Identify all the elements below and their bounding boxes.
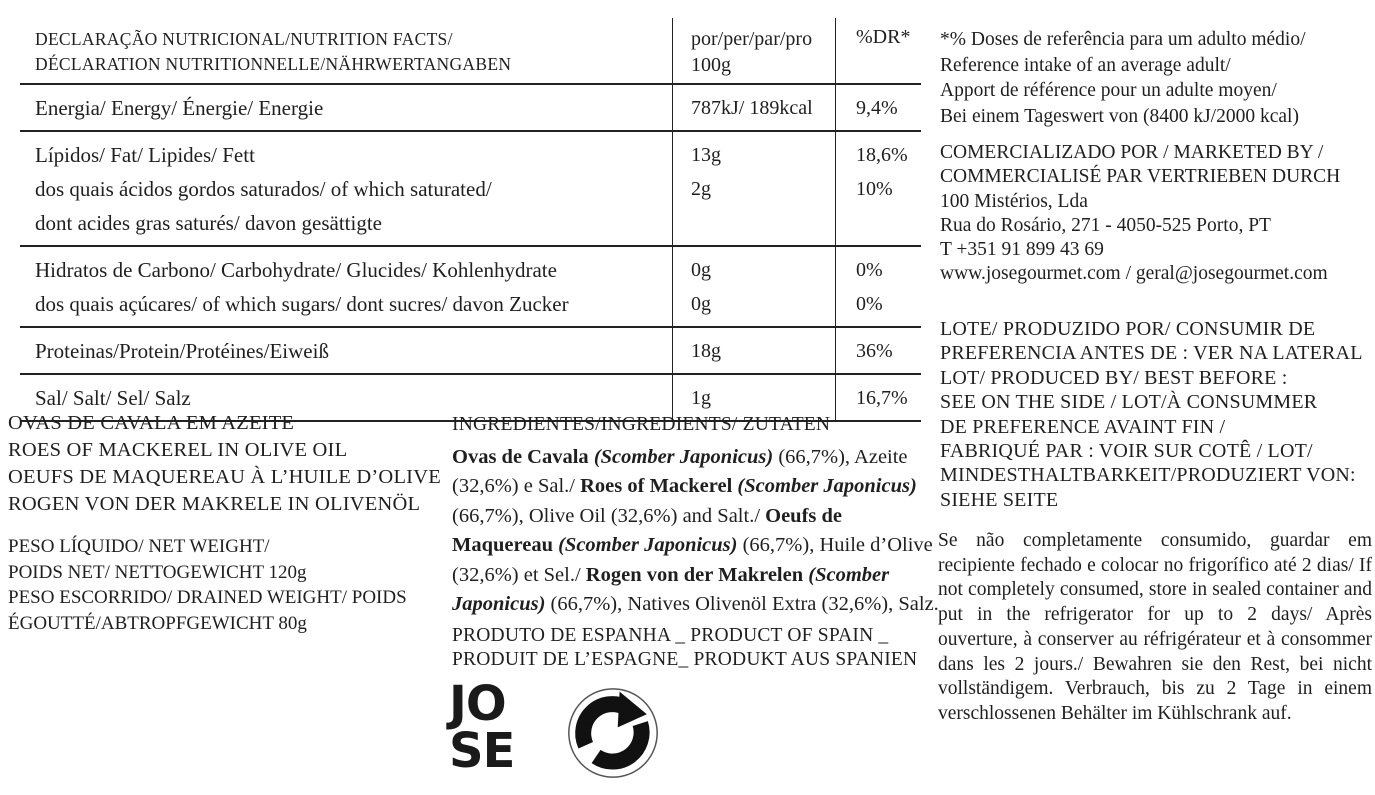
- text-line: 36%: [856, 340, 893, 362]
- text-line: SIEHE SEITE: [940, 488, 1059, 511]
- brand-logo-line-2: SE: [449, 722, 515, 779]
- text-line: 787kJ/ 189kcal: [691, 97, 813, 119]
- text-line: 13g: [691, 144, 721, 166]
- row-dr-fat: [835, 132, 921, 245]
- table-row-fat: [20, 132, 921, 247]
- text-line: POIDS NET/ NETTOGEWICHT 120g: [8, 561, 307, 583]
- text-line: dont acides gras saturés/ davon gesättigte: [35, 211, 382, 235]
- text-line: dos quais açúcares/ of which sugars/ dont sucres/ davon Zucker: [35, 292, 569, 316]
- text-line: 9,4%: [856, 97, 898, 119]
- country-of-origin: [452, 624, 917, 672]
- text-line: 18,6%: [856, 144, 908, 166]
- nutrition-table-title: [20, 18, 672, 83]
- text-line: 16,7%: [856, 387, 908, 409]
- ingredient-segment: (Scomber Japonicus): [452, 563, 890, 616]
- text-line: 1g: [691, 387, 711, 409]
- row-value-energy: [672, 85, 835, 130]
- text-line: 0g: [691, 259, 711, 281]
- text-line: PRODUIT DE L’ESPAGNE_ PRODUKT AUS SPANIEN: [452, 649, 918, 670]
- ingredient-segment: Roes of Mackerel: [580, 475, 738, 498]
- text-line: 10%: [856, 178, 893, 200]
- row-value-protein: [672, 328, 835, 373]
- row-dr-protein: [835, 328, 921, 373]
- text-line: 0g: [691, 293, 711, 315]
- ingredients-heading: INGREDIENTES/INGREDIENTS/ ZUTATEN: [452, 414, 831, 435]
- text-line: 0%: [856, 293, 883, 315]
- text-line: DECLARAÇÃO NUTRICIONAL/NUTRITION FACTS/: [35, 29, 453, 49]
- row-value-carbohydrate: [672, 247, 835, 326]
- product-name-multilingual: [8, 410, 441, 518]
- text-line: COMMERCIALISÉ PAR VERTRIEBEN DURCH: [940, 166, 1341, 188]
- text-line: SEE ON THE SIDE / LOT/À CONSUMMER: [940, 391, 1318, 414]
- text-line: COMERCIALIZADO POR / MARKETED BY /: [940, 142, 1324, 163]
- text-line: Proteinas/Protein/Protéines/Eiweiß: [35, 339, 329, 363]
- net-drained-weight-block: [8, 534, 407, 636]
- ingredient-segment: (Scomber Japonicus): [558, 534, 738, 557]
- text-line: PESO ESCORRIDO/ DRAINED WEIGHT/ POIDS: [8, 587, 407, 608]
- marketer-address-block: [940, 141, 1340, 287]
- table-row-carbohydrate: [20, 247, 921, 328]
- text-line: MINDESTHALTBARKEIT/PRODUZIERT VON:: [940, 464, 1356, 487]
- per-100g-column-header: [672, 18, 835, 83]
- reference-intake-note: [940, 27, 1305, 129]
- text-line: Sal/ Salt/ Sel/ Salz: [35, 386, 191, 410]
- text-line: Lípidos/ Fat/ Lipides/ Fett: [35, 143, 255, 167]
- text-line: ROGEN VON DER MAKRELE IN OLIVENÖL: [8, 493, 421, 515]
- text-line: Reference intake of an average adult/: [940, 54, 1231, 76]
- text-line: LOTE/ PRODUZIDO POR/ CONSUMIR DE: [940, 318, 1316, 340]
- brand-logo-line-1: JO: [449, 676, 506, 732]
- text-line: OVAS DE CAVALA EM AZEITE: [8, 412, 295, 434]
- text-line: ROES OF MACKEREL IN OLIVE OIL: [8, 439, 348, 461]
- ingredient-segment: (Scomber Japonicus): [593, 446, 774, 468]
- ingredient-segment: (Scomber Japonicus): [737, 475, 917, 498]
- ingredient-segment: (66,7%), Olive Oil (32,6%) and Salt./: [452, 504, 766, 527]
- storage-instructions: Se não completamente consumido, guardar em recipiente fechado e colocar no frigorífico até 2 dias/ If not completely consumed, store in sealed container and put in the refrigerator for up to 2 days/ Après ouverture, à conserver au réfrigérateur et à consommer dans les 2 jours./ Bewahren sie den Rest, bei nicht vollständigem. Verbrauch, bis zu 2 Tage in einem verschlossenen Behälter im Kühlschrank auf.: [938, 530, 1372, 724]
- jose-brand-logo: [449, 676, 515, 779]
- text-line: PRODUTO DE ESPANHA _ PRODUCT OF SPAIN _: [452, 625, 889, 646]
- text-line: PESO LÍQUIDO/ NET WEIGHT/: [8, 536, 270, 557]
- text-line: Bei einem Tageswert von (8400 kJ/2000 kcal): [940, 105, 1299, 127]
- table-row-protein: [20, 328, 921, 375]
- text-line: 100g: [691, 54, 731, 76]
- text-line: 100 Mistérios, Lda: [940, 190, 1088, 212]
- text-line: 18g: [691, 340, 721, 362]
- row-value-fat: [672, 132, 835, 245]
- row-dr-energy: [835, 85, 921, 130]
- row-label-fat: [20, 132, 672, 245]
- ingredient-segment: (66,7%), Azeite (32,6%) e Sal./: [452, 446, 908, 498]
- ingredients-text: [452, 443, 942, 619]
- text-line: OEUFS DE MAQUEREAU À L’HUILE D’OLIVE: [8, 466, 441, 488]
- text-line: por/per/par/pro: [691, 28, 813, 50]
- text-line: T +351 91 899 43 69: [940, 239, 1104, 261]
- text-line: DE PREFERENCE AVAINT FIN /: [940, 415, 1226, 438]
- green-dot-recycling-icon: [562, 686, 664, 780]
- text-line: www.josegourmet.com / geral@josegourmet.com: [940, 263, 1328, 285]
- text-line: ÉGOUTTÉ/ABTROPFGEWICHT 80g: [8, 612, 307, 634]
- text-line: Energia/ Energy/ Énergie/ Energie: [35, 96, 324, 120]
- text-line: DÉCLARATION NUTRITIONNELLE/NÄHRWERTANGABEN: [35, 54, 512, 74]
- text-line: FABRIQUÉ PAR : VOIR SUR COTÊ / LOT/: [940, 440, 1313, 463]
- text-line: 0%: [856, 259, 883, 281]
- text-line: Rua do Rosário, 271 - 4050-525 Porto, PT: [940, 214, 1271, 236]
- ingredient-segment: Rogen von der Makrelen: [585, 563, 809, 586]
- ingredients-section: [452, 414, 942, 619]
- row-label-energy: [20, 85, 672, 130]
- text-line: LOT/ PRODUCED BY/ BEST BEFORE :: [940, 366, 1288, 389]
- text-line: *% Doses de referência para um adulto médio/: [940, 29, 1306, 50]
- nutrition-table: [20, 18, 921, 422]
- text-line: Apport de référence pour un adulte moyen/: [940, 80, 1277, 101]
- text-line: dos quais ácidos gordos saturados/ of which saturated/: [35, 177, 492, 201]
- table-row-energy: [20, 85, 921, 132]
- lot-best-before-block: [940, 317, 1363, 512]
- dr-column-header: %DR*: [835, 18, 921, 83]
- row-label-protein: [20, 328, 672, 373]
- ingredient-segment: Oeufs de Maquereau: [452, 504, 843, 557]
- nutrition-table-header-row: [20, 18, 921, 85]
- text-line: PREFERENCIA ANTES DE : VER NA LATERAL: [940, 342, 1363, 365]
- ingredient-segment: (66,7%), Huile d’Olive (32,6%) et Sel./: [452, 534, 933, 586]
- row-dr-carbohydrate: [835, 247, 921, 326]
- text-line: Hidratos de Carbono/ Carbohydrate/ Glucides/ Kohlenhydrate: [35, 258, 557, 282]
- row-label-carbohydrate: [20, 247, 672, 326]
- text-line: 2g: [691, 178, 711, 200]
- ingredient-segment: (66,7%), Natives Olivenöl Extra (32,6%), Salz.: [545, 593, 939, 616]
- ingredient-segment: Ovas de Cavala: [452, 446, 594, 468]
